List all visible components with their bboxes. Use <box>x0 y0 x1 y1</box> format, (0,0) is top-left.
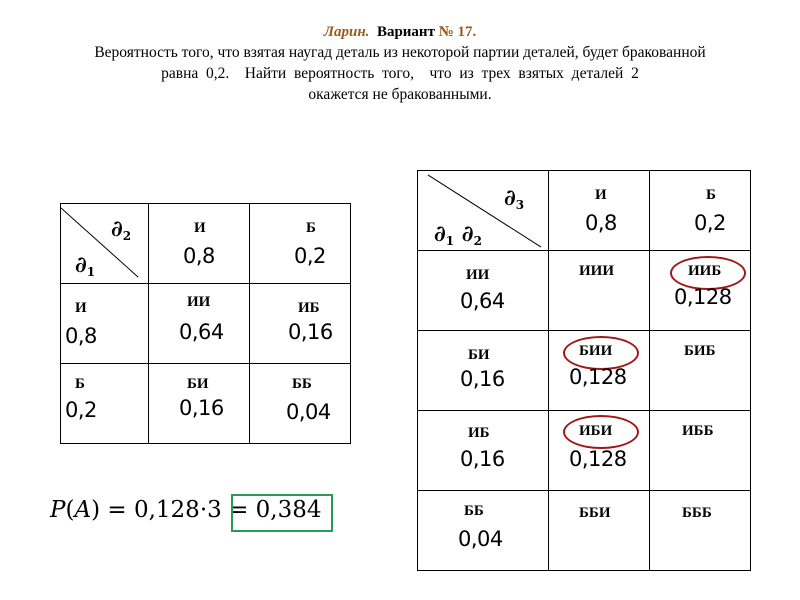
col-header-i <box>549 171 650 251</box>
formula-paren-open: ( <box>65 497 75 523</box>
formula-p: P <box>50 497 66 523</box>
cell-value: 0,04 <box>458 527 503 551</box>
cell-ibi <box>549 411 650 491</box>
problem-line-1: Вероятность того, что взятая наугад деталь из некоторой партии деталей, будет бракованной <box>94 44 706 61</box>
cell-label: ББИ <box>579 505 611 521</box>
corner-cell <box>418 171 549 251</box>
d2-symbol: $\partial_2$ <box>111 216 132 243</box>
formula-result: = 0,384 <box>229 497 322 523</box>
cell-ibb <box>650 411 751 491</box>
cell-label: Б <box>706 187 716 203</box>
row-header-bi <box>418 331 549 411</box>
cell-bbi <box>549 491 650 571</box>
col-header-i <box>149 204 250 284</box>
problem-line-2: равна 0,2. Найти вероятность того, что из трех взятых деталей 2 <box>161 65 639 82</box>
cell-label: ИИ <box>466 267 490 283</box>
cell-value: 0,128 <box>674 285 732 309</box>
three-parts-table <box>417 170 751 571</box>
cell-value: 0,04 <box>286 400 331 424</box>
formula-a: A <box>74 497 92 523</box>
cell-label: ИБ <box>298 300 320 316</box>
row-header-ii <box>418 251 549 331</box>
cell-value: 0,8 <box>65 324 97 348</box>
cell-value: 0,64 <box>179 320 224 344</box>
corner-cell <box>61 204 149 284</box>
problem-line-3: окажется не бракованными. <box>308 86 492 103</box>
cell-value: 0,8 <box>183 244 215 268</box>
cell-label: ББ <box>464 503 484 519</box>
cell-value: 0,16 <box>179 396 224 420</box>
header <box>0 22 800 105</box>
cell-label: БИБ <box>684 343 716 359</box>
cell-label: ИИБ <box>688 263 722 279</box>
variant-label: Вариант <box>376 24 435 40</box>
cell-value: 0,8 <box>585 211 617 235</box>
cell-label: ИБ <box>468 425 490 441</box>
cell-label: БИИ <box>579 343 613 359</box>
d1-symbol: $\partial_1$ <box>75 252 96 279</box>
cell-label: ИИ <box>187 294 211 310</box>
cell-bib <box>650 331 751 411</box>
row-header-ib <box>418 411 549 491</box>
formula-expression: = 0,128·3 <box>100 497 230 523</box>
formula-paren-close: ) <box>91 497 101 523</box>
cell-value: 0,128 <box>569 447 627 471</box>
cell-label: И <box>595 187 607 203</box>
cell-iib <box>650 251 751 331</box>
title-line <box>0 22 800 42</box>
cell-label: И <box>194 220 206 236</box>
cell-label: Б <box>75 376 85 392</box>
cell-label: БББ <box>682 505 712 521</box>
cell-label: Б <box>306 220 316 236</box>
cell-bbb <box>650 491 751 571</box>
row-header-bb <box>418 491 549 571</box>
variant-number: № 17. <box>438 24 477 40</box>
cell-iii <box>549 251 650 331</box>
cell-label: И <box>75 300 87 316</box>
cell-label: БИ <box>468 347 490 363</box>
cell-bi <box>149 364 250 444</box>
d1-d2-symbol: $\partial_1$ $\partial_2$ <box>434 221 482 248</box>
cell-ib <box>250 284 351 364</box>
cell-value: 0,16 <box>460 367 505 391</box>
author-name: Ларин. <box>323 24 370 40</box>
cell-ii <box>149 284 250 364</box>
row-header-i <box>61 284 149 364</box>
row-header-b <box>61 364 149 444</box>
cell-label: ББ <box>292 376 312 392</box>
problem-statement <box>0 42 800 105</box>
cell-label: ИБИ <box>579 423 613 439</box>
cell-value: 0,16 <box>460 447 505 471</box>
cell-value: 0,2 <box>294 244 326 268</box>
cell-label: БИ <box>187 376 209 392</box>
cell-value: 0,16 <box>288 320 333 344</box>
cell-label: ИИИ <box>579 263 615 279</box>
cell-bb <box>250 364 351 444</box>
cell-value: 0,2 <box>65 398 97 422</box>
cell-value: 0,2 <box>694 211 726 235</box>
col-header-b <box>250 204 351 284</box>
cell-bii <box>549 331 650 411</box>
d3-symbol: $\partial_3$ <box>504 185 525 212</box>
cell-value: 0,128 <box>569 365 627 389</box>
cell-label: ИББ <box>682 423 714 439</box>
col-header-b <box>650 171 751 251</box>
two-parts-table <box>60 203 351 444</box>
answer-highlight-box <box>231 494 333 532</box>
cell-value: 0,64 <box>460 289 505 313</box>
